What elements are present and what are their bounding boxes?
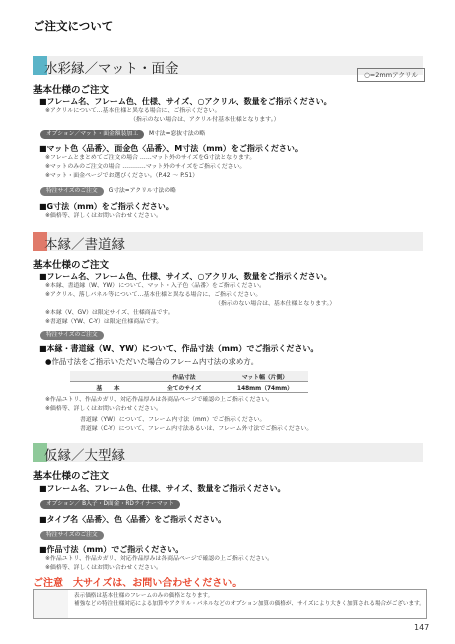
note: ※価格等、詳しくはお問い合わせください。	[45, 406, 162, 412]
note: ※アクリル、落しパネル等について…基本仕様と異なる場合に、ご指示ください。	[45, 292, 262, 298]
order-instruction: ●作品寸法をご指示いただいた場合のフレーム内寸法の求め方。	[45, 357, 259, 366]
custom-size-pill: 特注サイズのご注文	[40, 331, 104, 340]
table-cell: 全てのサイズ	[146, 382, 222, 393]
option-pill-row	[40, 500, 180, 510]
page-title: ご注文について	[33, 19, 114, 33]
custom-size-pill: 特注サイズのご注文	[40, 187, 104, 196]
note: ※マット・面金ページでお選びください。（P.42 ～ P.51）	[45, 173, 199, 179]
table-header: 作品寸法	[146, 371, 222, 382]
order-instruction: ■タイプ名〈品番〉、色〈品番〉をご指示ください。	[39, 515, 227, 524]
note: ※価格等、詳しくはお問い合わせください。	[45, 565, 162, 571]
table-cell: 148mm（74mm）	[222, 382, 308, 393]
section-title: 本縁／書道縁	[44, 237, 125, 253]
price-note: 表示価格は基本仕様のフレームのみの価格となります。	[74, 593, 214, 599]
note: （指示のない場合は、基本仕様となります。）	[215, 301, 336, 307]
section-header-karibuchi	[33, 443, 424, 463]
note: （指示のない場合は、アクリル付基本仕様となります。）	[130, 117, 280, 123]
custom-pill-row	[40, 187, 176, 197]
pill-note: M寸法=窓抜寸法の略	[149, 131, 206, 137]
note: ※アクリルについて…基本仕様と異なる場合に、ご指示ください。	[45, 108, 221, 114]
note: ※書道縁（YW、C-Y）は限定仕様商品です。	[45, 319, 163, 325]
acrylic-legend: ○=2mmアクリル	[357, 68, 425, 82]
table-cell: 基 本	[70, 382, 146, 393]
section-title: 仮縁／大型縁	[44, 448, 125, 464]
basic-spec-title: 基本仕様のご注文	[33, 260, 110, 271]
table-row	[70, 382, 308, 393]
price-note: 補強などの特注仕様対応による加算やアクリル・パネルなどのオプション加算の価格が、サイズにより大きく加算される場合がございます。	[74, 601, 425, 607]
order-instruction: ■マット色〈品番〉、面金色〈品番〉、M寸法（mm）をご指示ください。	[39, 144, 303, 153]
table-header	[70, 371, 146, 382]
order-instruction: ■フレーム名、フレーム色、仕様、サイズ、○アクリル、数量をご指示ください。	[39, 97, 332, 106]
note: 書道縁（C-Y）について、フレーム内寸法あるいは、フレーム外寸法でご指示ください。	[80, 426, 313, 432]
note: 書道縁（YW）について、フレーム内寸法（mm）でご指示ください。	[80, 417, 266, 423]
price-note-box	[33, 589, 427, 619]
custom-pill-row	[40, 531, 104, 541]
note: ※本縁（V、GV）は限定サイズ、仕様商品です。	[45, 310, 174, 316]
note: ※本縁、書道縁（W、YW）について、マット・入子色〈品番〉をご指示ください。	[45, 283, 265, 289]
note: ※マットのみのご注文の場合 …………マット外のサイズをご指示ください。	[45, 164, 246, 170]
basic-spec-title: 基本仕様のご注文	[33, 85, 110, 96]
note: ※価格等、詳しくはお問い合わせください。	[45, 213, 162, 219]
order-instruction: ■フレーム名、フレーム色、仕様、サイズ、数量をご指示ください。	[39, 484, 286, 493]
section-title: 水彩縁／マット・面金	[44, 61, 179, 77]
custom-pill-row	[40, 331, 104, 341]
order-instruction: ■本縁・書道縁（W、YW）について、作品寸法（mm）でご指示ください。	[39, 344, 319, 353]
page-number: 147	[414, 623, 430, 632]
pill-note: G寸法=アクリル寸法の略	[108, 188, 176, 194]
option-pill: オプション／マット・面金額装加工	[40, 130, 144, 139]
order-instruction: ■作品寸法（mm）でご指示ください。	[39, 545, 184, 554]
size-table	[70, 371, 308, 393]
order-instruction: ■フレーム名、フレーム色、仕様、サイズ、○アクリル、数量をご指示ください。	[39, 272, 332, 281]
custom-size-pill: 特注サイズのご注文	[40, 531, 104, 540]
note: ※フレームとまとめてご注文の場合 ……マット外のサイズをG寸法となります。	[45, 155, 256, 161]
option-pill: オプション／ B入子・D面金・RDライナーマット	[40, 500, 180, 509]
note: ※作品ユトリ、作品カガリ、対応作品厚みは各商品ページで確認の上ご指示ください。	[45, 397, 274, 403]
note: ※作品ユトリ、作品カガリ、対応作品厚みは各商品ページで確認の上ご指示ください。	[45, 556, 274, 562]
option-pill-row	[40, 130, 205, 140]
table-header: マット幅（片側）	[222, 371, 308, 382]
section-header-honbuchi	[33, 232, 424, 252]
order-instruction: ■G寸法（mm）をご指示ください。	[39, 202, 174, 211]
basic-spec-title: 基本仕様のご注文	[33, 471, 110, 482]
warning-large-size: ご注意 大サイズは、お問い合わせください。	[33, 578, 243, 589]
